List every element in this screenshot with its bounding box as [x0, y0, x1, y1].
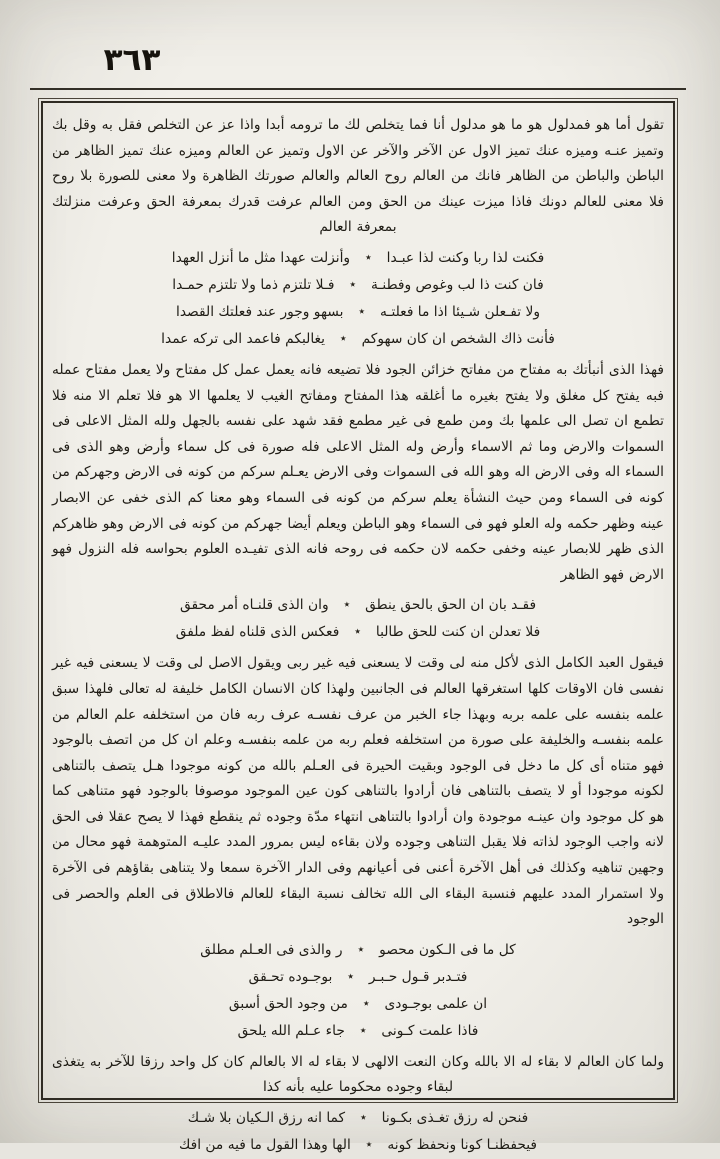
hemistich-left: ر والذى فى العـلم مطلق: [200, 941, 343, 958]
verse-separator-icon: ٭: [347, 968, 354, 983]
hemistich-right: فأنت ذاك الشخص ان كان سهوكم: [361, 330, 555, 347]
prose-block: فيقول العبد الكامل الذى لأكل منه لى وقت لا يسعنى فيه غير ربى ويقول الاصل لى وقت لا يسعنى فيه غير نفسى فان الاوقات كلها استغرقها العالم فى الجانبين ولهذا كان الانسان الكامل خليفة له تعالى فلهذا سبق علمه بنفسه على علمه بربه وبهذا جاء الخبر من عرف نفسـه عرف ربه فان من استخلفه علم العالم من علمه بنفسـه والخليفة على صورة من استخلفه فعلم ربه من علمه بنفسـه وعلم ان كل من اتصف بالوجود فهو متناه أى كل ما دخل فى الوجود وبقيت الحيرة فى العـلم بالله من كونه موجودا هـل يتصف بالتناهى لكونه موجودا أو لا يتصف بالتناهى فان أرادوا بالتناهى كون عين الموجود موصوفا بالوجود فهو متناهى كما هو كل موجود وان عينـه موجودة وان أرادوا بالتناهى انتهاء مدّة وجوده ثم ينقطع فهذا لا يصح عقلا فى الحق لانه واجب الوجود لذاته فلا يقبل التناهى وجوده ولان بقاءه ليس بمرور المدد عليـه المتوهمة فهو محال من وجهين تناهيه وكذلك فى أهل الآخرة أعنى فى أعيانهم وفى الدار الآخرة سمعا ولا يتناهى بقاؤهم فى الآخرة ولا استمرار المدد عليهم فنسبة البقاء الى الله تخالف نسبة البقاء للعالم فالاطلاق فى العلم والحصر فى الوجود: [52, 655, 664, 928]
verse-separator-icon: ٭: [359, 1022, 367, 1037]
hemistich-left: بوجـوده تحـقق: [248, 968, 333, 985]
hemistich-left: فـلا تلتزم ذما ولا تلتزم حمـدا: [172, 276, 335, 293]
hemistich-right: فكنت لذا ربا وكنت لذا عبـدا: [386, 249, 545, 266]
hemistich-left: من وجود الحق أسبق: [228, 995, 348, 1012]
verse-separator-icon: ٭: [349, 276, 356, 291]
verse-line: [52, 1018, 664, 1045]
hemistich-left: وأنزلت عهدا مثل ما أنزل العهدا: [171, 249, 351, 266]
content-area: [52, 113, 664, 1159]
top-rule: [30, 88, 686, 90]
verse-separator-icon: ٭: [365, 249, 372, 264]
verse-line: [52, 592, 664, 619]
hemistich-right: فاذا علمت كـونى: [381, 1022, 479, 1039]
text-frame: [38, 98, 678, 1154]
hemistich-right: فيحفظنـا كونا ونحفظ كونه: [387, 1137, 538, 1154]
verse-separator-icon: ٭: [343, 597, 351, 612]
hemistich-left: جاء عـلم الله يلحق: [237, 1022, 345, 1039]
hemistich-left: يغالبكم فاعمد الى تركه عمدا: [161, 330, 326, 347]
verse-line: [52, 964, 664, 991]
verse-separator-icon: ٭: [362, 995, 370, 1010]
hemistich-left: وان الذى قلنـاه أمر محقق: [179, 597, 329, 614]
verse-separator-icon: ٭: [340, 330, 347, 345]
hemistich-right: فان كنت ذا لب وغوص وفطنـة: [370, 276, 544, 293]
hemistich-right: فتـدبر قـول حـبـر: [368, 968, 468, 985]
hemistich-right: كل ما فى الـكون محصو: [379, 941, 516, 958]
prose-block: فهذا الذى أنبأتك به مفتاح من مفاتح خزائن الجود فلا تضيعه فانه يعمل عمل كل مفتاح ولا يعمل مفتاح عمله فبه يفتح كل مغلق ولا يفتح بغيره ما أغلقه هذا المفتاح ومفاتح الغيب لا يعلمها الا هو فلا تعلم الا منه فلا تطمع ان تصل الى علمها بك ومن طمع فى غير مطمع فقد شهد على نفسه بالجهل ولله المثل الاعلى فى السموات والارض وما ثم الاسماء وأرض وله المثل الاعلى فله صورة فى كل سماء وأرض وهو الذى فى السماء اله وفى الارض اله وهو الله فى السموات وفى الارض يعـلم سركم من كونه فى الارض وجهركم من كونه فى السماء ومن حيث النشأة يعلم سركم من كونه فى السماء وهو معنا كم الذى خفى عن الابصار عينه وظهر حكمه وله العلو فهو فى السماء وهو الباطن ويعلم أيضا جهركم من كونه فى الارض وهو ظاهركم الذى ظهر للابصار عينه وخفى حكمه لان حكمه فى روحه فانه الذى تفيـده العلوم بحواسه فله النزول فهو الارض فهو الظاهر: [52, 361, 664, 583]
verse-separator-icon: ٭: [357, 941, 365, 956]
verse-block: [52, 937, 664, 1045]
verse-separator-icon: ٭: [354, 624, 361, 639]
hemistich-left: بسهو وجور عند فعلتك القصدا: [175, 303, 344, 320]
prose-block: تقول أما هو فمدلول هو ما هو مدلول أنا فما يتخلص لك ما ترومه أبدا واذا عز عن التخلص فقل به وقل بك وتميز عنـه وميزه عنك تميز الاول عن الآخر والآخر عن الاول وتميز عن العالم وميزه عنك تميز الظاهر من الباطن والباطن من الظاهر فانك من العالم روح العالم والعالم صورتك الظاهرة ولا معنى للصورة بلا روح فلا معنى للعالم دونك فاذا ميزت عينك من الحق ومن العالم عرفت قدرك بمعرفة الحق وعرفت منزلتك بمعرفة العالم: [52, 117, 664, 236]
hemistich-right: ولا تفـعلن شـيئا اذا ما فعلتـه: [380, 303, 541, 320]
verse-block: [52, 1105, 664, 1159]
hemistich-right: فقـد بان ان الحق بالحق ينطق: [365, 597, 537, 614]
hemistich-right: فلا تعدلن ان كنت للحق طالبا: [375, 624, 541, 641]
hemistich-right: فنحن له رزق تغـذى بكـونا: [381, 1110, 529, 1127]
text-frame-inner: [41, 101, 675, 1154]
verse-line: [52, 991, 664, 1018]
verse-separator-icon: ٭: [365, 1137, 373, 1152]
prose-block: ولما كان العالم لا بقاء له الا بالله وكان النعت الالهى لا بقاء له الا بالعالم كان كل واحد رزقا للآخر به يتغذى لبقاء وجوده محكوما عليه بأنه كذا: [52, 1053, 664, 1096]
verse-line: [52, 619, 664, 646]
hemistich-left: كما انه رزق الـكيان بلا شـك: [187, 1110, 346, 1127]
page-number: ٣٦٣: [103, 42, 161, 78]
verse-line: [52, 937, 664, 964]
verse-line: [52, 272, 664, 299]
verse-block: [52, 245, 664, 353]
verse-line: [52, 299, 664, 326]
hemistich-right: ان علمى بوجـودى: [384, 995, 488, 1012]
verse-separator-icon: ٭: [358, 303, 365, 318]
verse-line: [52, 1132, 664, 1159]
verse-line: [52, 1105, 664, 1132]
verse-line: [52, 245, 664, 272]
verse-line: [52, 326, 664, 353]
hemistich-left: الها وهذا القول ما فيه من افك: [178, 1137, 351, 1154]
verse-block: [52, 592, 664, 646]
hemistich-left: فعكس الذى قلناه لفظ ملفق: [175, 624, 340, 641]
verse-separator-icon: ٭: [360, 1110, 367, 1125]
